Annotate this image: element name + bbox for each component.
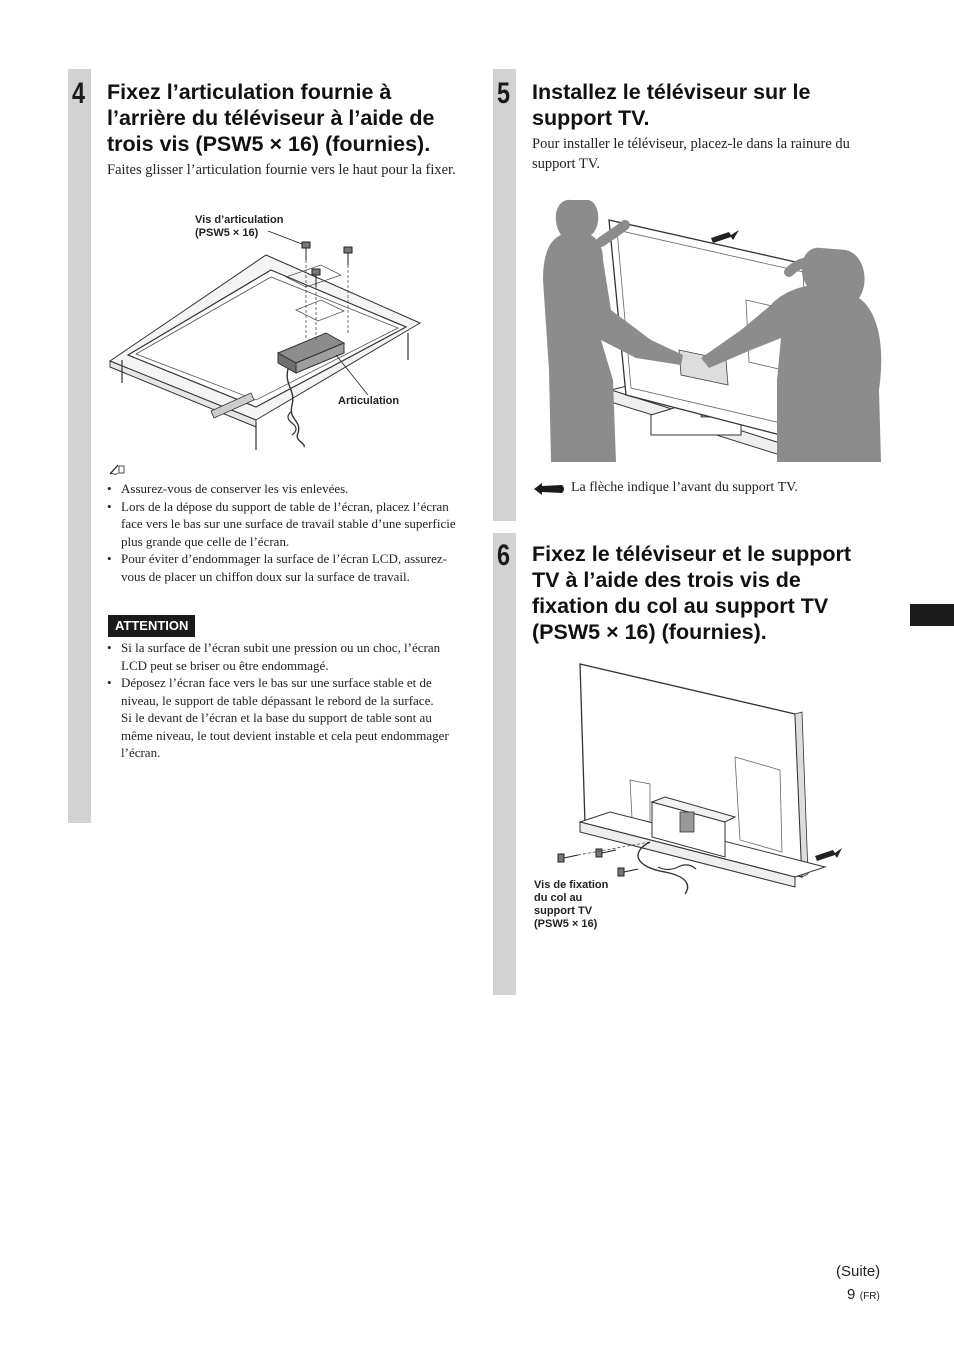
step4-heading-line: l’arrière du téléviseur à l’aide de xyxy=(107,106,435,130)
step5-illustration xyxy=(541,190,881,462)
note-pencil-icon xyxy=(108,463,126,475)
step6-heading-line: Fixez le téléviseur et le support xyxy=(532,542,852,566)
list-item: • Lors de la dépose du support de table de l’écran, placez l’écran face vers le bas sur une surface de travail stable d’une superficie plus grande que celle de l’écran. xyxy=(107,498,462,551)
step4-heading xyxy=(107,79,477,157)
step6-screws-label-line: (PSW5 × 16) xyxy=(534,918,598,930)
page-lang: (FR) xyxy=(859,1291,880,1302)
continued-label: (Suite) xyxy=(836,1263,881,1280)
step4-screws-label xyxy=(195,214,283,240)
step4-illustration xyxy=(106,215,436,450)
step6-heading-line: (PSW5 × 16) (fournies). xyxy=(532,620,767,644)
attention-continuation: Si le devant de l’écran et la base du support de table sont au même niveau, le tout devient instable et cela peut endommager l’écran. xyxy=(121,710,449,760)
page-number xyxy=(847,1286,880,1304)
list-item xyxy=(107,674,462,762)
step4-sidebar xyxy=(68,69,91,823)
section-tab-marker xyxy=(910,604,954,626)
step6-screws-label-line: du col au xyxy=(534,892,583,904)
step4-number: 4 xyxy=(72,77,86,110)
step6-screws-label-line: support TV xyxy=(534,905,593,917)
front-arrow-icon xyxy=(534,482,566,496)
step6-heading-line: TV à l’aide des trois vis de xyxy=(532,568,801,592)
step6-illustration xyxy=(540,662,840,902)
attention-list xyxy=(107,639,462,762)
step5-body: Pour installer le téléviseur, placez-le dans la rainure du support TV. xyxy=(532,136,850,172)
step6-number: 6 xyxy=(497,539,511,572)
attention-badge: ATTENTION xyxy=(108,615,195,637)
step5-number: 5 xyxy=(497,77,511,110)
step4-screws-label-line: Vis d’articulation xyxy=(195,214,284,226)
step4-screws-label-line: (PSW5 × 16) xyxy=(195,227,259,239)
list-item: • Assurez-vous de conserver les vis enlevées. xyxy=(107,480,462,498)
step5-sidebar xyxy=(493,69,516,521)
page-number-value: 9 xyxy=(847,1286,856,1303)
step4-heading-line: trois vis (PSW5 × 16) (fournies). xyxy=(107,132,431,156)
step6-screws-label-line: Vis de fixation xyxy=(534,879,609,891)
step5-heading-line: support TV. xyxy=(532,106,650,130)
step6-screws-label xyxy=(534,879,608,931)
step6-heading xyxy=(532,541,902,645)
step4-articulation-label: Articulation xyxy=(338,395,400,407)
step6-heading-line: fixation du col au support TV xyxy=(532,594,829,618)
list-item: • Pour éviter d’endommager la surface de l’écran LCD, assurez-vous de placer un chiffon doux sur la surface de travail. xyxy=(107,550,462,585)
step5-arrow-note: La flèche indique l’avant du support TV. xyxy=(571,480,798,495)
step5-heading-line: Installez le téléviseur sur le xyxy=(532,80,811,104)
step6-sidebar xyxy=(493,533,516,995)
step4-heading-line: Fixez l’articulation fournie à xyxy=(107,80,392,104)
attention-item-text: Déposez l’écran face vers le bas sur une surface stable et de niveau, le support de table dépassant le rebord de la surface. xyxy=(121,675,434,708)
list-item: • Si la surface de l’écran subit une pression ou un choc, l’écran LCD peut se briser ou être endommagé. xyxy=(107,639,462,674)
step4-body: Faites glisser l’articulation fournie vers le haut pour la fixer. xyxy=(107,162,456,178)
step5-heading xyxy=(532,79,892,131)
step4-notes-list xyxy=(107,480,462,585)
